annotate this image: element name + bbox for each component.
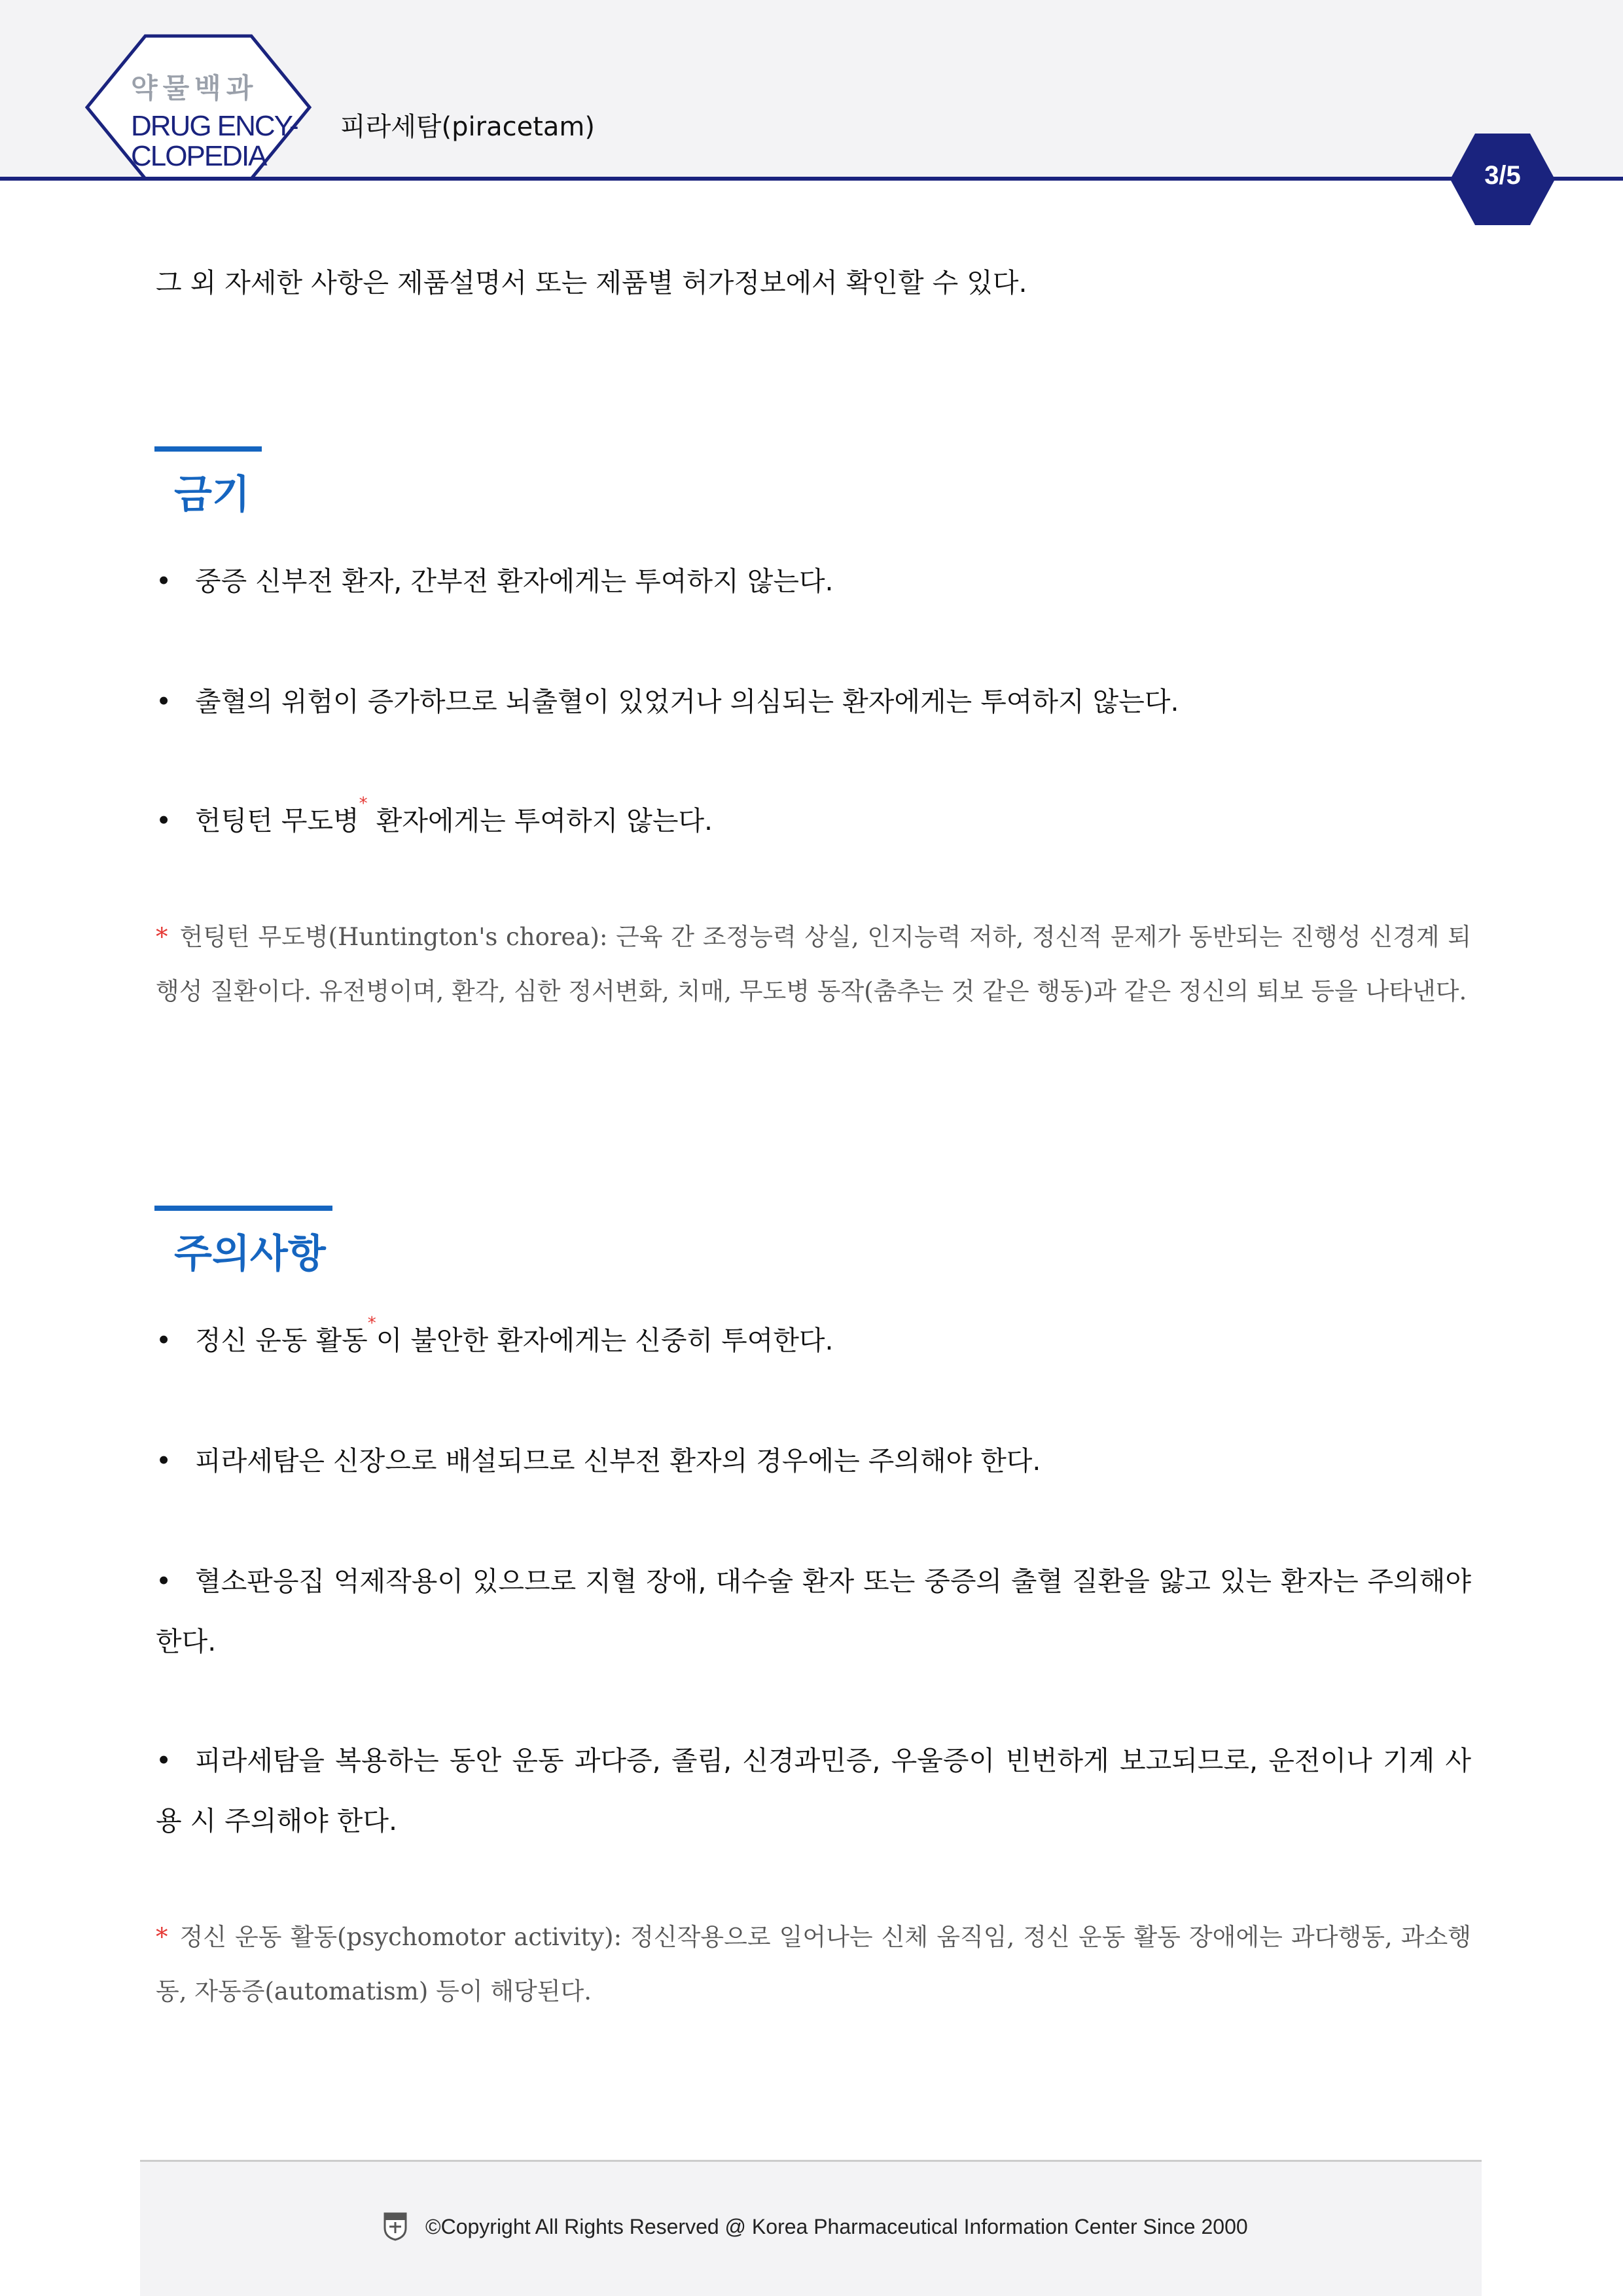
footnote-star: * [156, 1923, 168, 1951]
footnote-text: 정신 운동 활동(psychomotor activity): 정신작용으로 일어나는 신체 움직임, 정신 운동 활동 장애에는 과다행동, 과소행동, 자동증(automatism) 등이 해당된다. [156, 1923, 1471, 2005]
footnote-marker: * [367, 1314, 376, 1333]
section-accent-bar [154, 1206, 332, 1211]
kpic-emblem-icon [383, 2211, 408, 2241]
list-item [156, 672, 1471, 732]
list-item-text: 혈소판응집 억제작용이 있으므로 지혈 장애, 대수술 환자 또는 중증의 출혈 질환을 앓고 있는 환자는 주의해야 한다. [156, 1566, 1471, 1657]
bullet-icon: • [156, 565, 172, 597]
list-item-text: 피라세탐은 신장으로 배설되므로 신부전 환자의 경우에는 주의해야 한다. [195, 1445, 1041, 1477]
list-item-text: 이 불안한 환자에게는 신중히 투여한다. [376, 1325, 834, 1356]
list-item [156, 791, 1471, 851]
list-item [156, 1731, 1471, 1851]
footnote-star: * [156, 923, 168, 951]
list-item [156, 551, 1471, 611]
logo-text-line1: DRUG ENCY- [131, 110, 298, 142]
bullet-icon: • [156, 1566, 172, 1597]
intro-text: 그 외 자세한 사항은 제품설명서 또는 제품별 허가정보에서 확인할 수 있다. [156, 267, 1027, 298]
list-item-text: 환자에게는 투여하지 않는다. [376, 805, 713, 836]
footnote-text: 헌팅턴 무도병(Huntington's chorea): 근육 간 조정능력 상실, 인지능력 저하, 정신적 문제가 동반되는 진행성 신경계 퇴행성 질환이다. 유전병이며, 환각, 심한 정서변화, 치매, 무도병 동작(춤추는 것 같은 행동)과 같은 정신의 퇴보 등을 나타낸다. [156, 923, 1471, 1005]
bullet-icon: • [156, 1325, 172, 1356]
list-item [156, 1431, 1471, 1491]
bullet-icon: • [156, 805, 172, 836]
footnote-huntington [156, 910, 1471, 1018]
list-item-text: 헌팅턴 무도병 [195, 805, 359, 836]
page-title: 피라세탐(piracetam) [340, 112, 595, 142]
footnote-psychomotor [156, 1910, 1471, 2018]
footer-copyright: ©Copyright All Rights Reserved @ Korea Pharmaceutical Information Center Since 2000 [425, 2215, 1248, 2238]
bullet-icon: • [156, 1745, 172, 1776]
logo-korean-text: 약물백과 [131, 72, 259, 104]
section-accent-bar [154, 446, 262, 452]
footnote-marker: * [359, 794, 368, 814]
bullet-icon: • [156, 1445, 172, 1477]
list-item [156, 1310, 1471, 1371]
logo-text-line2: CLOPEDIA [131, 140, 266, 172]
section-title-contraindications: 금기 [174, 472, 250, 518]
list-item-text: 출혈의 위험이 증가하므로 뇌출혈이 있었거나 의심되는 환자에게는 투여하지 않는다. [195, 686, 1179, 717]
list-item-text: 피라세탐을 복용하는 동안 운동 과다증, 졸림, 신경과민증, 우울증이 빈번하게 보고되므로, 운전이나 기계 사용 시 주의해야 한다. [156, 1745, 1471, 1837]
list-item-text: 정신 운동 활동 [195, 1325, 368, 1356]
bullet-icon: • [156, 686, 172, 717]
list-item [156, 1551, 1471, 1672]
list-item-text: 중증 신부전 환자, 간부전 환자에게는 투여하지 않는다. [195, 565, 834, 597]
header-rule [0, 177, 1623, 181]
section-title-precautions: 주의사항 [174, 1231, 326, 1277]
page-number: 3/5 [1484, 161, 1521, 190]
